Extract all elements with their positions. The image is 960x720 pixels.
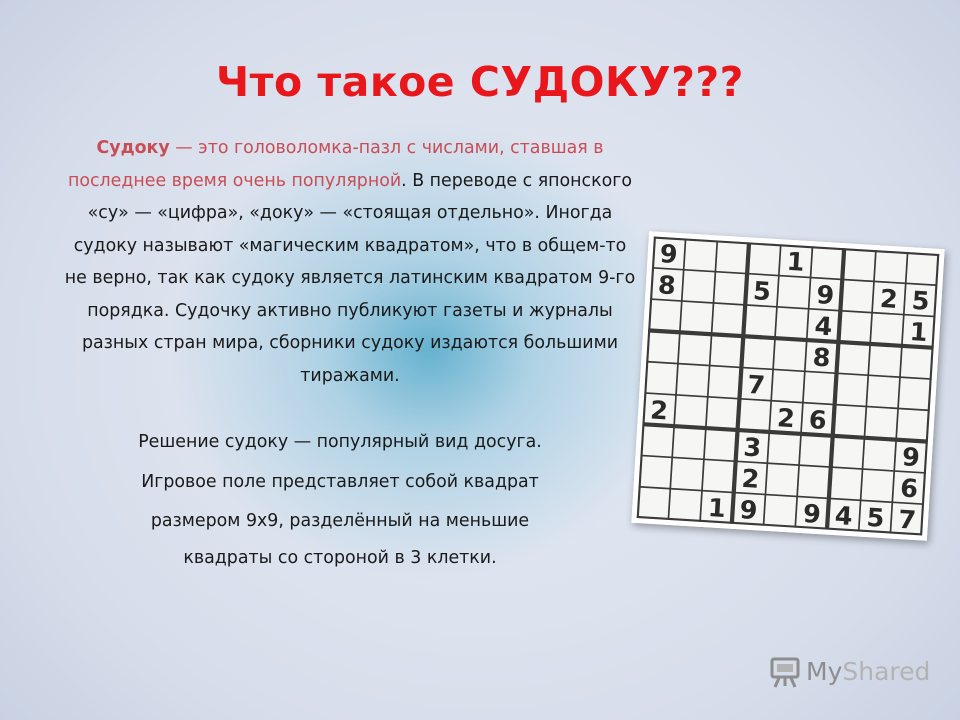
sudoku-digit: 7 <box>897 504 917 535</box>
logo-text-my: My <box>806 657 843 686</box>
sudoku-digit: 8 <box>657 270 677 301</box>
text-line-3: размером 9x9, разделённый на меньшие <box>150 511 530 531</box>
sudoku-digit: 1 <box>707 493 727 524</box>
grid-line-horizontal <box>648 330 933 347</box>
sudoku-digit: 5 <box>865 502 886 533</box>
logo-text-shared: Shared <box>842 657 931 686</box>
sudoku-digit: 8 <box>811 342 832 373</box>
sudoku-digit: 7 <box>746 370 766 400</box>
intro-paragraph <box>60 132 640 392</box>
text-line-2: Игровое поле представляет собой квадрат <box>141 472 539 492</box>
definition-accent: — это головоломка-пазл с числами, ставшая в последнее время очень популярной <box>67 138 604 191</box>
sudoku-digit: 5 <box>752 276 772 307</box>
sudoku-digit: 9 <box>659 239 679 270</box>
grid-line-vertical <box>700 240 717 521</box>
sudoku-digit: 4 <box>813 311 834 342</box>
sudoku-grid-image <box>631 231 944 541</box>
sudoku-digit: 2 <box>776 403 796 434</box>
logo-text <box>806 656 930 688</box>
sudoku-digit: 2 <box>879 284 899 314</box>
slide-title: Что такое СУДОКУ??? <box>216 58 744 106</box>
sudoku-grid <box>637 237 940 536</box>
grid-line-vertical <box>859 250 876 531</box>
sudoku-digit: 4 <box>834 501 854 531</box>
sudoku-digit: 5 <box>910 285 931 316</box>
sudoku-digit: 2 <box>649 395 669 426</box>
sudoku-digit: 6 <box>899 473 919 504</box>
sudoku-digit: 1 <box>785 246 806 277</box>
sudoku-digit: 9 <box>802 499 822 529</box>
grid-line-vertical <box>795 246 812 527</box>
grid-line-horizontal <box>639 487 924 504</box>
sudoku-digit: 9 <box>901 442 921 473</box>
sudoku-digit: 9 <box>815 280 836 310</box>
sudoku-digit: 2 <box>740 463 761 494</box>
sudoku-digit: 1 <box>908 317 929 348</box>
sudoku-digit: 6 <box>808 405 828 436</box>
presentation-board-icon <box>770 656 800 688</box>
myshared-logo <box>770 656 940 688</box>
paragraph-rest: . В переводе с японского «су» — «цифра», «доку» — «стоящая отдельно». Иногда судоку называют «магическим квадратом», что в общем-то не верно, так как судоку является латинским квадратом 9-го порядка. Судочку активно публикуют газеты и журналы разных стран мира, сборники судоку издаются большими тиражами. <box>64 170 636 386</box>
text-line-1: Решение судоку — популярный вид досуга. <box>138 432 542 452</box>
grid-line-horizontal <box>640 455 925 472</box>
sudoku-digit: 9 <box>738 495 759 526</box>
grid-line-horizontal <box>646 362 931 379</box>
sudoku-digit: 3 <box>742 432 763 463</box>
text-line-4: квадраты со стороной в 3 клетки. <box>183 548 497 568</box>
term-sudoku: Судоку <box>96 138 170 158</box>
